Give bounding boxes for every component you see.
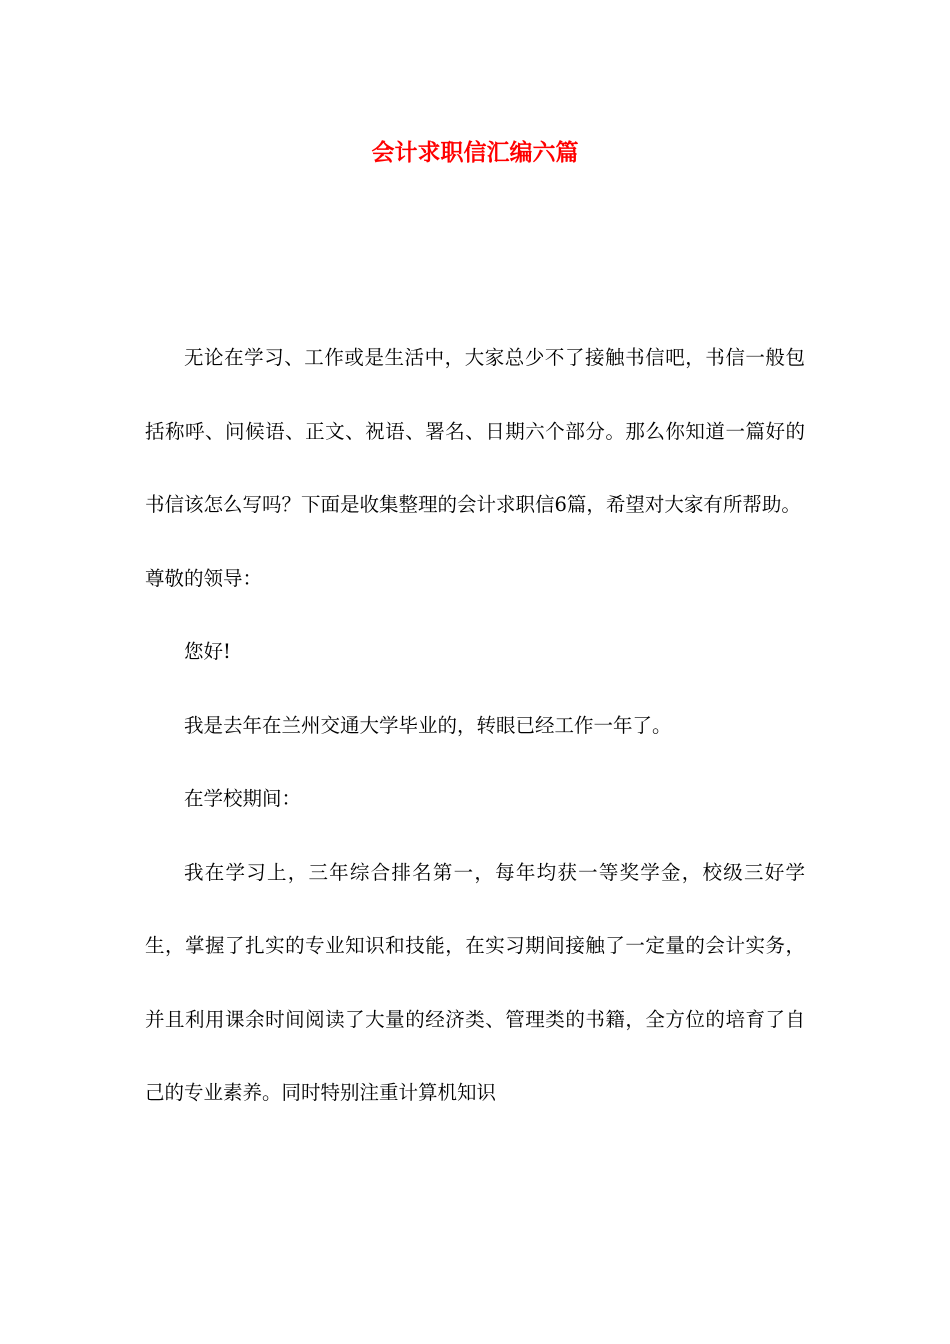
body-paragraph: 我是去年在兰州交通大学毕业的，转眼已经工作一年了。: [184, 713, 672, 737]
greeting: 您好!: [184, 640, 231, 663]
salutation: 尊敬的领导：: [145, 566, 263, 590]
body-paragraph: 在学校期间：: [184, 787, 302, 810]
intro-paragraph: 无论在学习、工作或是生活中，大家总少不了接触书信吧，书信一般包括称呼、问候语、正文、祝语、署名、日期六个部分。那么你知道一篇好的书信该怎么写吗？下面是收集整理的会计求职信6篇，希望对大家有所帮助。: [145, 346, 805, 516]
body-paragraph: 我在学习上，三年综合排名第一，每年均获一等奖学金，校级三好学生，掌握了扎实的专业知识和技能，在实习期间接触了一定量的会计实务，并且利用课余时间阅读了大量的经济类、管理类的书籍，全方位的培育了自己的专业素养。同时特别注重计算机知识: [145, 860, 805, 1104]
document-title: 会计求职信汇编六篇: [371, 139, 579, 166]
document-body: [145, 321, 805, 1130]
